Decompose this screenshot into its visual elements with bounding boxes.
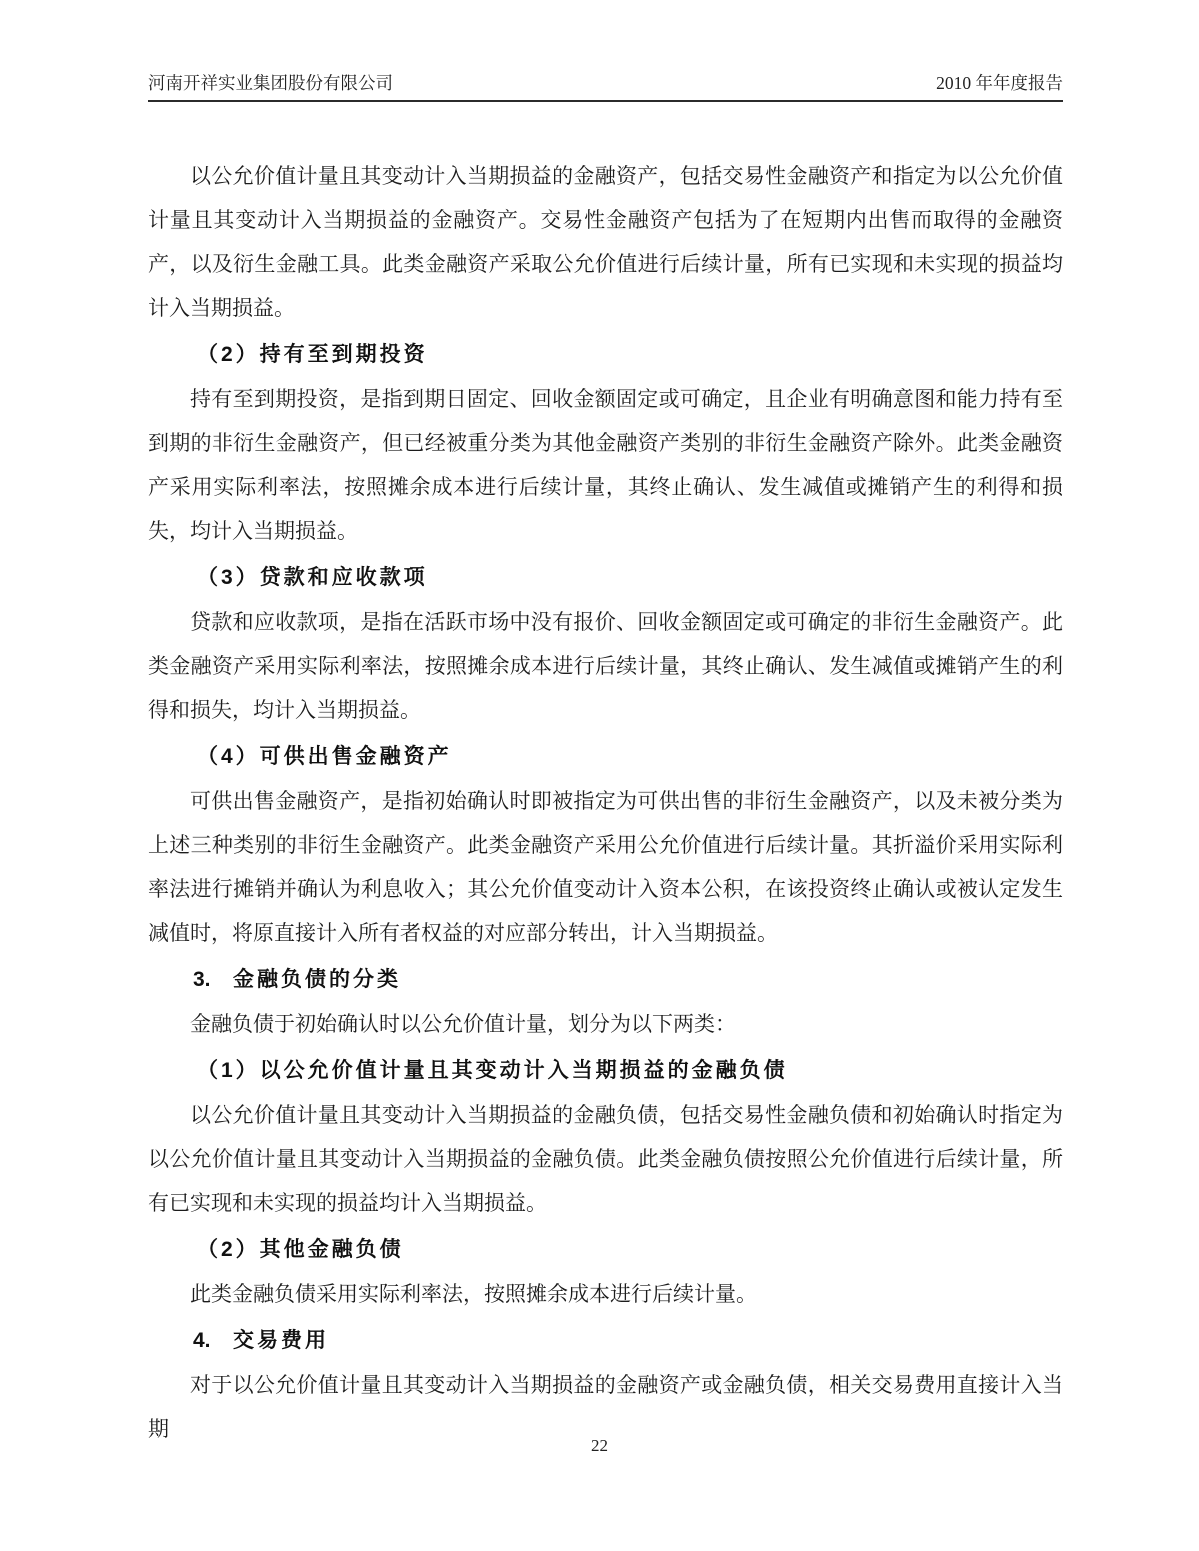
heading-fvtpl-liabilities: （1）以公允价值计量且其变动计入当期损益的金融负债: [197, 1059, 788, 1082]
paragraph-liabilities-intro: 金融负债于初始确认时以公允价值计量，划分为以下两类：: [190, 1012, 736, 1036]
paragraph-held-to-maturity: 持有至到期投资，是指到期日固定、回收金额固定或可确定，且企业有明确意图和能力持有至到期的非衍生金融资产，但已经被重分类为其他金融资产类别的非衍生金融资产除外。此类金融资产采用实际利率法，按照摊余成本进行后续计量，其终止确认、发生减值或摊销产生的利得和损失，均计入当期损益。: [148, 387, 1063, 543]
page-footer: [0, 1436, 1199, 1456]
paragraph-fvtpl-assets: 以公允价值计量且其变动计入当期损益的金融资产，包括交易性金融资产和指定为以公允价值计量且其变动计入当期损益的金融资产。交易性金融资产包括为了在短期内出售而取得的金融资产，以及衍生金融工具。此类金融资产采取公允价值进行后续计量，所有已实现和未实现的损益均计入当期损益。: [148, 164, 1063, 320]
heading-other-liabilities: （2）其他金融负债: [197, 1238, 404, 1261]
header-report-title: 2010 年年度报告: [936, 73, 1063, 93]
heading-available-for-sale: （4）可供出售金融资产: [197, 745, 452, 768]
document-body: [148, 154, 1063, 1451]
heading-number: 4.: [193, 1329, 211, 1352]
heading-number: 3.: [193, 968, 211, 991]
paragraph-loans-receivables: 贷款和应收款项，是指在活跃市场中没有报价、回收金额固定或可确定的非衍生金融资产。此类金融资产采用实际利率法，按照摊余成本进行后续计量，其终止确认、发生减值或摊销产生的利得和损失，均计入当期损益。: [148, 610, 1063, 722]
paragraph-fvtpl-liabilities: 以公允价值计量且其变动计入当期损益的金融负债，包括交易性金融负债和初始确认时指定为以公允价值计量且其变动计入当期损益的金融负债。此类金融负债按照公允价值进行后续计量，所有已实现和未实现的损益均计入当期损益。: [148, 1103, 1063, 1215]
heading-title: 金融负债的分类: [233, 968, 401, 991]
heading-held-to-maturity: （2）持有至到期投资: [197, 343, 428, 366]
paragraph-transaction-costs: 对于以公允价值计量且其变动计入当期损益的金融资产或金融负债，相关交易费用直接计入当期: [148, 1373, 1063, 1441]
heading-loans-receivables: （3）贷款和应收款项: [197, 566, 428, 589]
page-number: 22: [591, 1436, 608, 1455]
heading-financial-liabilities-classification: [193, 958, 1063, 1002]
page-header: [148, 62, 1063, 102]
heading-transaction-costs: [193, 1319, 1063, 1363]
paragraph-other-liabilities: 此类金融负债采用实际利率法，按照摊余成本进行后续计量。: [190, 1282, 757, 1306]
header-company-name: 河南开祥实业集团股份有限公司: [148, 73, 393, 93]
heading-title: 交易费用: [233, 1329, 329, 1352]
paragraph-available-for-sale: 可供出售金融资产，是指初始确认时即被指定为可供出售的非衍生金融资产，以及未被分类为上述三种类别的非衍生金融资产。此类金融资产采用公允价值进行后续计量。其折溢价采用实际利率法进行摊销并确认为利息收入；其公允价值变动计入资本公积，在该投资终止确认或被认定发生减值时，将原直接计入所有者权益的对应部分转出，计入当期损益。: [148, 789, 1063, 945]
